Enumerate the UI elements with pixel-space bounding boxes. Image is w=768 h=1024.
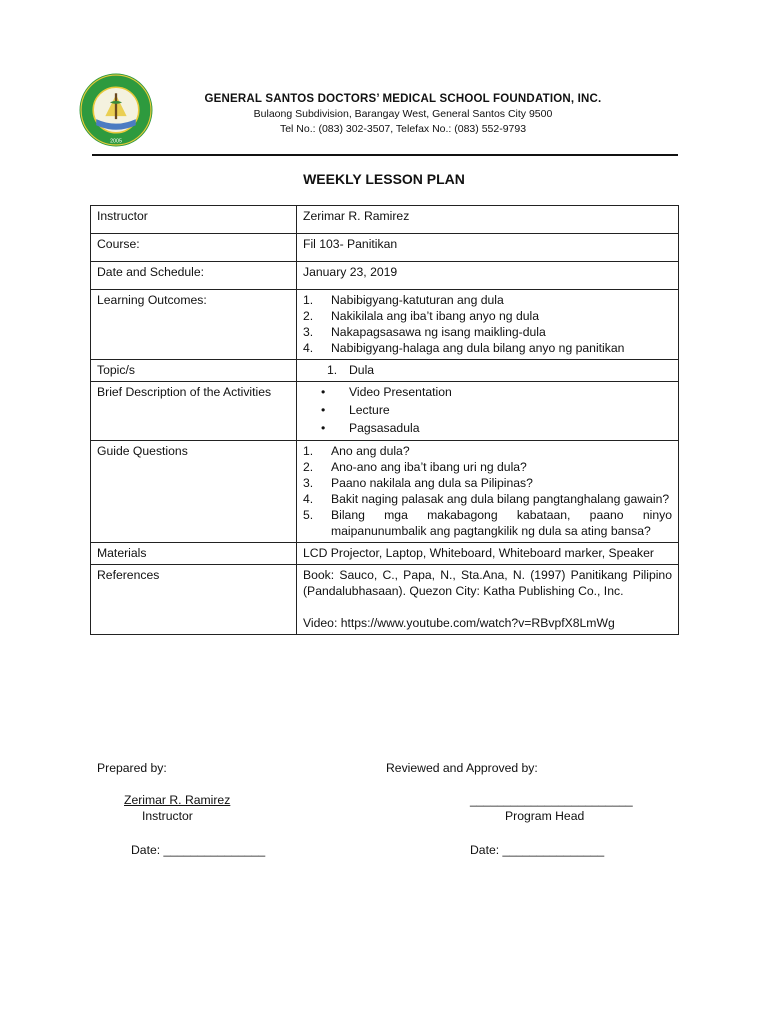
reviewer-signature-line: ________________________ <box>470 793 633 807</box>
table-row-instructor <box>91 206 679 234</box>
list-item: 1. Nabibigyang-katuturan ang dula <box>303 293 504 307</box>
header-divider <box>92 154 678 156</box>
table-row-topics <box>91 360 679 382</box>
prepared-by-role: Instructor <box>142 809 193 823</box>
row-value <box>297 360 679 382</box>
reviewer-role: Program Head <box>505 809 585 823</box>
list-item: 4. Bakit naging palasak ang dula bilang pangtanghalang gawain? <box>303 492 670 506</box>
organization-address: Bulaong Subdivision, Barangay West, General Santos City 9500 <box>253 108 553 120</box>
row-value <box>297 290 679 360</box>
row-value <box>297 565 679 635</box>
row-label: References <box>91 565 297 635</box>
list-item: 1. Ano ang dula? <box>303 444 410 458</box>
list-item: 3. Paano nakilala ang dula sa Pilipinas? <box>303 476 533 490</box>
table-row-questions <box>91 441 679 543</box>
list-item: • Pagsasadula <box>303 419 672 437</box>
prepared-by-label: Prepared by: <box>97 761 167 775</box>
list-item: 3. Nakapagsasawa ng isang maikling-dula <box>303 325 546 339</box>
list-item: • Video Presentation <box>303 383 672 401</box>
spacer <box>303 599 672 615</box>
date-field-left: Date: _______________ <box>131 843 266 857</box>
row-label: Guide Questions <box>91 441 297 543</box>
date-field-right: Date: _______________ <box>470 843 605 857</box>
row-label: Learning Outcomes: <box>91 290 297 360</box>
prepared-by-name: Zerimar R. Ramirez <box>124 793 231 807</box>
reviewed-by-label: Reviewed and Approved by: <box>386 761 538 775</box>
organization-info <box>193 93 613 135</box>
row-label: Materials <box>91 543 297 565</box>
topics-list <box>303 362 672 378</box>
list-item: 4. Nabibigyang-halaga ang dula bilang anyo ng panitikan <box>303 341 625 355</box>
list-item: 5. Bilang mga makabagong kabataan, paano ninyo maipanunumbalik ang pagtangkilik ng dula sa ating bansa? <box>303 508 672 538</box>
row-value: LCD Projector, Laptop, Whiteboard, Whiteboard marker, Speaker <box>297 543 679 565</box>
row-value <box>297 441 679 543</box>
table-row-course <box>91 234 679 262</box>
bullet-icon: • <box>321 403 326 417</box>
table-row-outcomes <box>91 290 679 360</box>
video-reference: Video: https://www.youtube.com/watch?v=RBvpfX8LmWg <box>303 616 615 630</box>
bullet-icon: • <box>321 421 326 435</box>
row-label: Instructor <box>91 206 297 234</box>
document-title: WEEKLY LESSON PLAN <box>303 171 465 187</box>
row-value: January 23, 2019 <box>297 262 679 290</box>
outcomes-list <box>303 292 672 356</box>
table-row-activities <box>91 382 679 441</box>
row-label: Brief Description of the Activities <box>91 382 297 441</box>
row-label: Date and Schedule: <box>91 262 297 290</box>
organization-contact: Tel No.: (083) 302-3507, Telefax No.: (083) 552-9793 <box>279 123 527 135</box>
organization-name: GENERAL SANTOS DOCTORS’ MEDICAL SCHOOL FOUNDATION, INC. <box>204 93 602 105</box>
table-row-materials <box>91 543 679 565</box>
list-item: • Lecture <box>303 401 672 419</box>
list-item: 1. Dula <box>327 363 375 377</box>
list-item: 2. Nakikilala ang iba’t ibang anyo ng dula <box>303 309 540 323</box>
table-row-schedule <box>91 262 679 290</box>
letterhead <box>78 70 678 160</box>
row-value: Zerimar R. Ramirez <box>297 206 679 234</box>
row-label: Course: <box>91 234 297 262</box>
table-row-references <box>91 565 679 635</box>
row-value: Fil 103- Panitikan <box>297 234 679 262</box>
school-seal-logo <box>78 72 154 148</box>
row-label: Topic/s <box>91 360 297 382</box>
questions-list <box>303 443 672 539</box>
seal-year: 2005 <box>110 138 122 145</box>
activities-list <box>303 383 672 437</box>
lesson-plan-table <box>90 205 679 635</box>
row-value <box>297 382 679 441</box>
bullet-icon: • <box>321 385 326 399</box>
book-reference: Book: Sauco, C., Papa, N., Sta.Ana, N. (1997) Panitikang Pilipino (Pandalubhasaan). Quezon City: Katha Publishing Co., Inc. <box>303 568 672 598</box>
list-item: 2. Ano-ano ang iba’t ibang uri ng dula? <box>303 460 527 474</box>
